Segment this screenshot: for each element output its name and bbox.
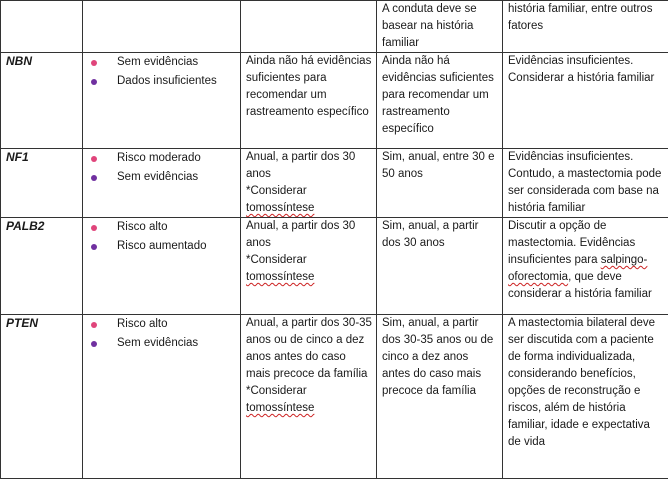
screening-text: Anual, a partir dos 30 anos: [246, 218, 372, 252]
mastectomy-text: A mastectomia bilateral deve ser discutida com a paciente de forma individualizada, considerando benefícios, opções de reconstrução e riscos, além de história familiar, idade e expectativa de vida: [508, 315, 664, 451]
mastectomy-text: Discutir a opção de mastectomia. Evidências insuficientes para: [508, 220, 635, 266]
mastectomy-text: história familiar, entre outros fatores: [508, 1, 664, 35]
evidence-label: Risco alto: [117, 316, 168, 333]
mastectomy-cell: [503, 149, 668, 218]
evidence-item: [88, 237, 236, 256]
mri-cell: [377, 1, 503, 53]
pink-bullet-icon: [91, 225, 97, 231]
gene-name: PALB2: [1, 218, 83, 315]
screening-note-word: tomossíntese: [246, 402, 314, 414]
table-row-nbn: [1, 53, 668, 149]
screening-cell: [241, 149, 377, 218]
mri-text: Sim, anual, a partir dos 30-35 anos ou de cinco a dez anos antes do caso mais precoce da família: [382, 315, 498, 400]
screening-text: Anual, a partir dos 30-35 anos ou de cinco a dez anos antes do caso mais precoce da família: [246, 315, 372, 383]
evidence-label: Risco alto: [117, 219, 168, 236]
mastectomy-cell: [503, 218, 668, 315]
evidence-cell: [83, 315, 241, 479]
screening-cell: [241, 218, 377, 315]
evidence-label: Risco aumentado: [117, 238, 207, 255]
evidence-item: [88, 149, 236, 168]
mastectomy-cell: [503, 1, 668, 53]
mri-cell: [377, 315, 503, 479]
evidence-item: [88, 168, 236, 187]
screening-note: *Considerar: [246, 252, 372, 269]
screening-note: *Considerar: [246, 183, 372, 200]
mastectomy-cell: [503, 53, 668, 149]
table-row-pten: [1, 315, 668, 479]
table-row-palb2: [1, 218, 668, 315]
mastectomy-text-end: , que deve considerar a história familiar: [508, 271, 652, 300]
evidence-label: Dados insuficientes: [117, 73, 217, 90]
evidence-cell-empty: [83, 1, 241, 53]
screening-cell: [241, 315, 377, 479]
mri-cell: [377, 53, 503, 149]
mri-cell: [377, 218, 503, 315]
evidence-cell: [83, 53, 241, 149]
evidence-label: Sem evidências: [117, 335, 198, 352]
purple-bullet-icon: [91, 244, 97, 250]
gene-name: PTEN: [1, 315, 83, 479]
gene-name: NBN: [1, 53, 83, 149]
pink-bullet-icon: [91, 60, 97, 66]
screening-cell-empty: [241, 1, 377, 53]
mri-cell: [377, 149, 503, 218]
gene-cell-empty: [1, 1, 83, 53]
mri-text: Sim, anual, a partir dos 30 anos: [382, 218, 498, 252]
evidence-item: [88, 315, 236, 334]
screening-note-word: tomossíntese: [246, 202, 314, 214]
screening-cell: [241, 53, 377, 149]
gene-name: NF1: [1, 149, 83, 218]
mri-text: A conduta deve se basear na história familiar: [382, 1, 498, 52]
mastectomy-text: Evidências insuficientes. Considerar a história familiar: [508, 53, 664, 87]
purple-bullet-icon: [91, 341, 97, 347]
mri-text: Sim, anual, entre 30 e 50 anos: [382, 149, 498, 183]
evidence-cell: [83, 149, 241, 218]
evidence-label: Sem evidências: [117, 54, 198, 71]
screening-text: Ainda não há evidências suficientes para recomendar um rastreamento específico: [246, 53, 372, 121]
evidence-cell: [83, 218, 241, 315]
pink-bullet-icon: [91, 156, 97, 162]
evidence-label: Sem evidências: [117, 169, 198, 186]
mastectomy-misspelled-word: salpingo-oforectomia: [508, 254, 647, 283]
mastectomy-text: Evidências insuficientes. Contudo, a mastectomia pode ser considerada com base na história familiar: [508, 149, 664, 217]
purple-bullet-icon: [91, 79, 97, 85]
evidence-item: [88, 334, 236, 353]
evidence-label: Risco moderado: [117, 150, 201, 167]
mastectomy-cell: [503, 315, 668, 479]
purple-bullet-icon: [91, 175, 97, 181]
table-row-nf1: [1, 149, 668, 218]
table-row-continuation: [1, 1, 668, 53]
mri-text: Ainda não há evidências suficientes para recomendar um rastreamento específico: [382, 53, 498, 138]
evidence-item: [88, 53, 236, 72]
evidence-item: [88, 218, 236, 237]
screening-note: *Considerar: [246, 383, 372, 400]
pink-bullet-icon: [91, 322, 97, 328]
evidence-item: [88, 72, 236, 91]
screening-text: Anual, a partir dos 30 anos: [246, 149, 372, 183]
screening-note-word: tomossíntese: [246, 271, 314, 283]
